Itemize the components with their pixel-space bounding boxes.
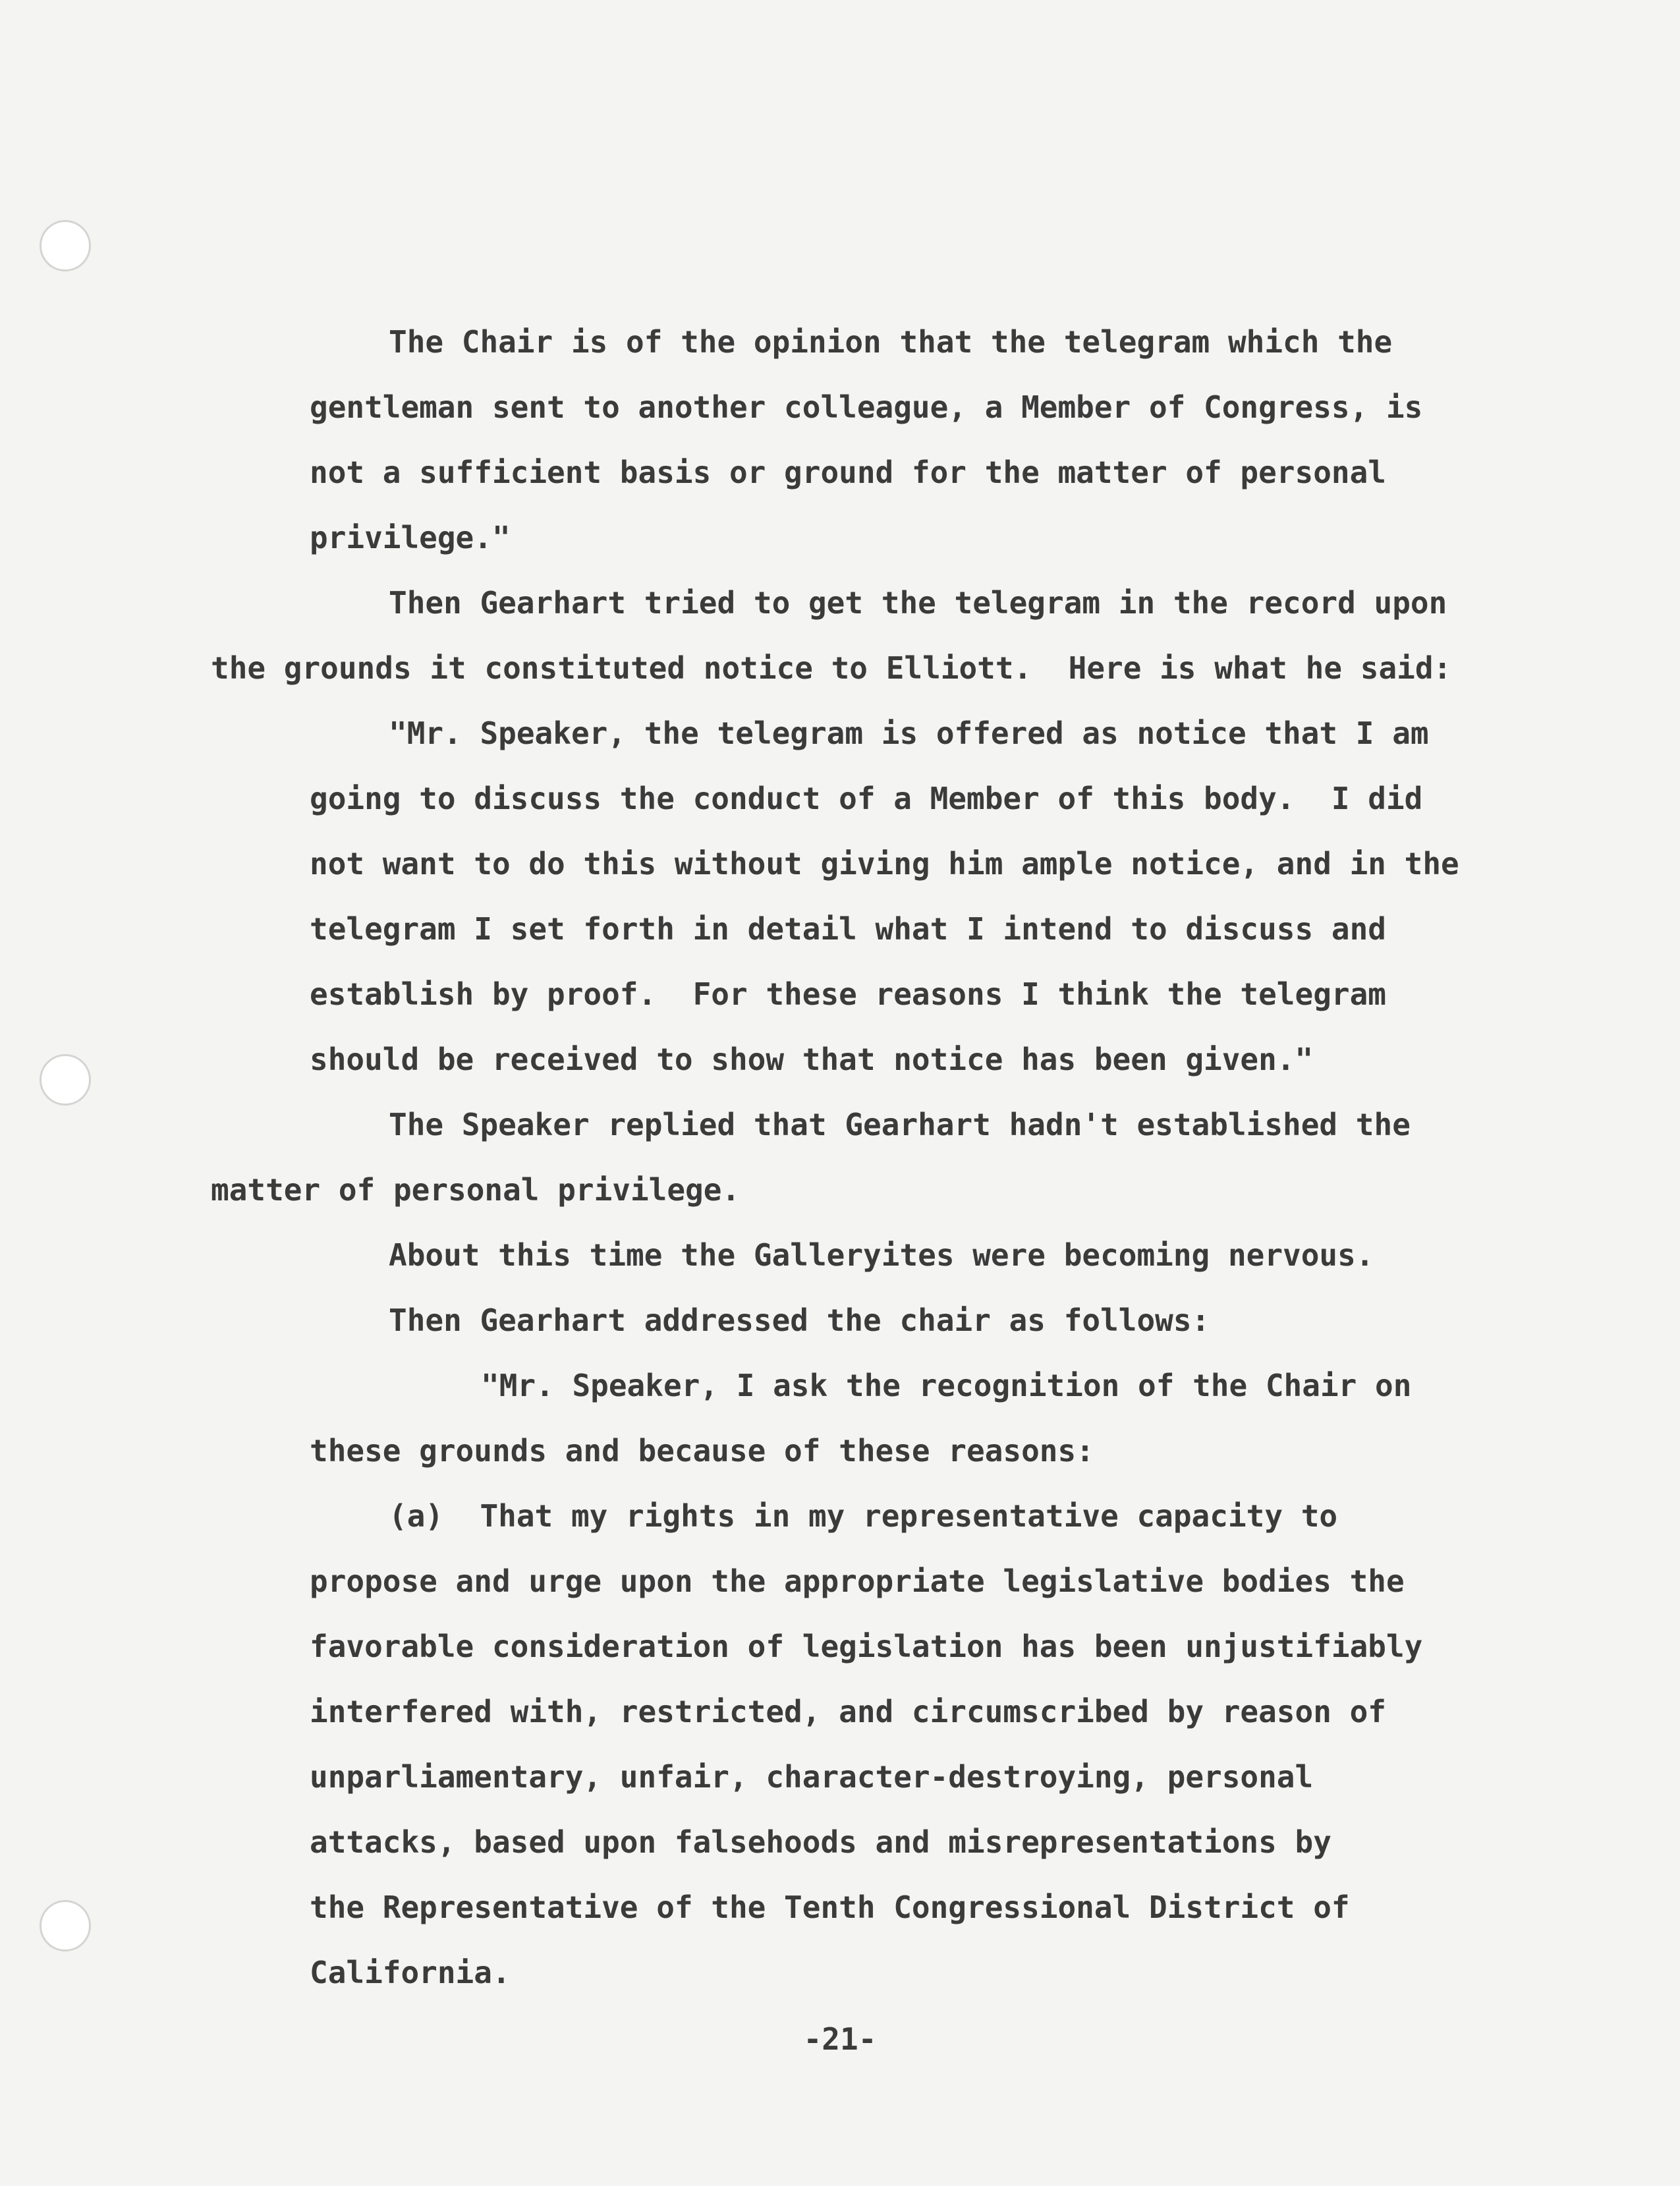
- text-line: should be received to show that notice has been given.": [310, 1042, 1314, 1077]
- text-line: gentleman sent to another colleague, a Member of Congress, is: [310, 389, 1423, 425]
- text-line: About this time the Galleryites were becoming nervous.: [389, 1237, 1374, 1273]
- text-line: matter of personal privilege.: [211, 1172, 741, 1208]
- text-line: privilege.": [310, 520, 511, 555]
- text-line: The Chair is of the opinion that the telegram which the: [389, 324, 1393, 360]
- text-line: California.: [310, 1955, 511, 1990]
- text-line: The Speaker replied that Gearhart hadn't established the: [389, 1107, 1411, 1142]
- text-line: (a) That my rights in my representative capacity to: [389, 1498, 1338, 1534]
- text-line: going to discuss the conduct of a Member of this body. I did: [310, 781, 1423, 816]
- text-line: telegram I set forth in detail what I intend to discuss and: [310, 911, 1386, 947]
- text-line: the Representative of the Tenth Congressional District of: [310, 1890, 1350, 1925]
- text-line: the grounds it constituted notice to Elliott. Here is what he said:: [211, 650, 1452, 686]
- text-line: propose and urge upon the appropriate legislative bodies the: [310, 1563, 1405, 1599]
- text-line: unparliamentary, unfair, character-destroying, personal: [310, 1759, 1314, 1795]
- text-line: favorable consideration of legislation has been unjustifiably: [310, 1629, 1423, 1664]
- text-line: not want to do this without giving him ample notice, and in the: [310, 846, 1459, 882]
- page-number: -21-: [803, 2021, 877, 2057]
- binder-hole-middle: [40, 1054, 91, 1106]
- text-line: these grounds and because of these reasons:: [310, 1433, 1094, 1469]
- text-line: not a sufficient basis or ground for the matter of personal: [310, 455, 1386, 490]
- text-line: Then Gearhart addressed the chair as follows:: [389, 1303, 1210, 1338]
- text-line: interfered with, restricted, and circumscribed by reason of: [310, 1694, 1386, 1729]
- binder-hole-bottom: [40, 1900, 91, 1951]
- text-line: "Mr. Speaker, the telegram is offered as notice that I am: [389, 715, 1429, 751]
- text-line: Then Gearhart tried to get the telegram in the record upon: [389, 585, 1447, 621]
- text-line: "Mr. Speaker, I ask the recognition of the Chair on: [481, 1368, 1412, 1403]
- binder-hole-top: [40, 220, 91, 271]
- text-line: attacks, based upon falsehoods and misrepresentations by: [310, 1824, 1331, 1860]
- text-line: establish by proof. For these reasons I think the telegram: [310, 976, 1386, 1012]
